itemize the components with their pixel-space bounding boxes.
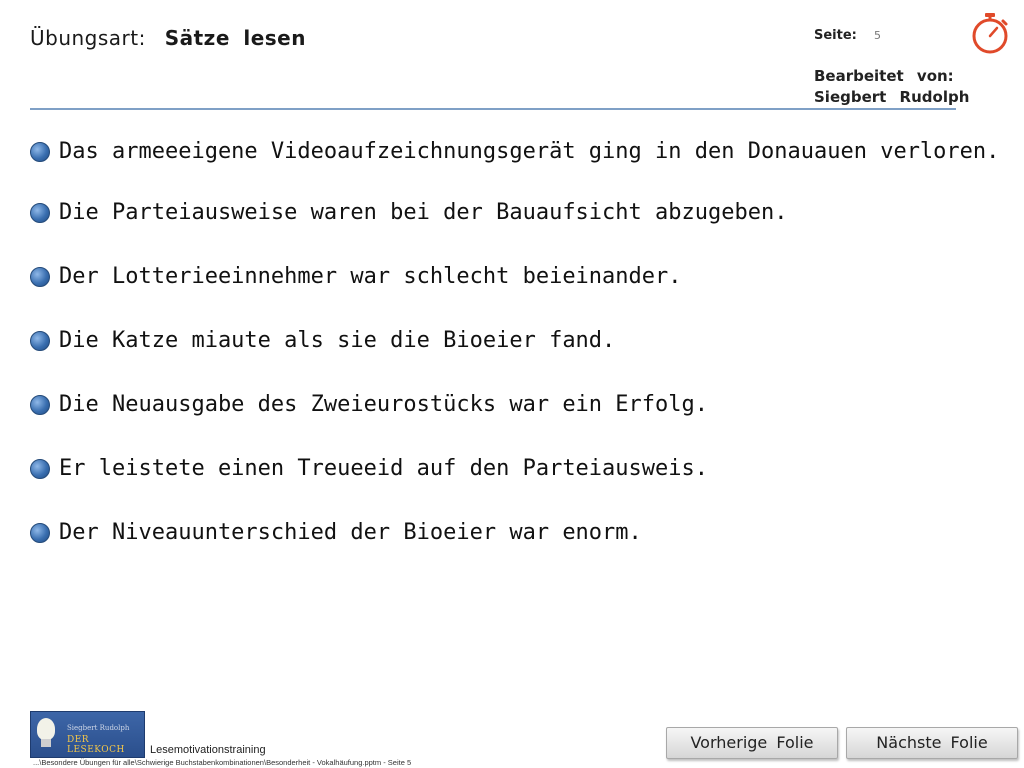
- blue-bullet-icon: [30, 395, 50, 415]
- sentence-item: [30, 328, 615, 353]
- page-label: Seite:: [814, 28, 857, 43]
- next-slide-button[interactable]: Nächste Folie: [846, 727, 1018, 759]
- sentence-item: [30, 139, 999, 164]
- previous-slide-button[interactable]: Vorherige Folie: [666, 727, 838, 759]
- editor-info: [814, 66, 969, 108]
- sentence-text: Der Niveauunterschied der Bioeier war enorm.: [59, 520, 642, 545]
- blue-bullet-icon: [30, 267, 50, 287]
- sentence-item: [30, 200, 787, 225]
- logo-title: DER LESEKOCH: [67, 735, 125, 755]
- header-divider: [30, 108, 956, 110]
- brand-text: Lesemotivationstraining: [150, 744, 266, 756]
- sentence-text: Die Neuausgabe des Zweieurostücks war ein Erfolg.: [59, 392, 709, 417]
- sentence-item: [30, 392, 708, 417]
- exercise-type-value: Sätze lesen: [164, 26, 306, 50]
- lightbulb-icon: [37, 718, 55, 740]
- sentence-item: [30, 520, 642, 545]
- sentence-item: [30, 264, 682, 289]
- file-path: ...\Besondere Übungen für alle\Schwierige Buchstabenkombinationen\Besonderheit - Vokalhäufung.pptm - Seite 5: [33, 758, 412, 767]
- sentence-text: Die Parteiausweise waren bei der Bauaufsicht abzugeben.: [59, 200, 788, 225]
- blue-bullet-icon: [30, 142, 50, 162]
- blue-bullet-icon: [30, 459, 50, 479]
- blue-bullet-icon: [30, 203, 50, 223]
- logo-author: Siegbert Rudolph: [67, 724, 130, 732]
- stopwatch-icon[interactable]: [970, 12, 1010, 54]
- page-number: 5: [874, 29, 881, 42]
- sentence-text: Der Lotterieeinnehmer war schlecht beieinander.: [59, 264, 682, 289]
- exercise-type: [30, 26, 306, 50]
- blue-bullet-icon: [30, 523, 50, 543]
- sentence-text: Er leistete einen Treueeid auf den Parteiausweis.: [59, 456, 709, 481]
- leselkoch-logo: [30, 711, 145, 758]
- editor-name: Siegbert Rudolph: [814, 88, 970, 106]
- sentence-text: Die Katze miaute als sie die Bioeier fand.: [59, 328, 616, 353]
- editor-label: Bearbeitet von:: [814, 67, 954, 85]
- sentence-item: [30, 456, 708, 481]
- blue-bullet-icon: [30, 331, 50, 351]
- sentence-text: Das armeeeigene Videoaufzeichnungsgerät ging in den Donauauen verloren.: [59, 139, 1000, 164]
- exercise-type-label: Übungsart:: [30, 26, 146, 50]
